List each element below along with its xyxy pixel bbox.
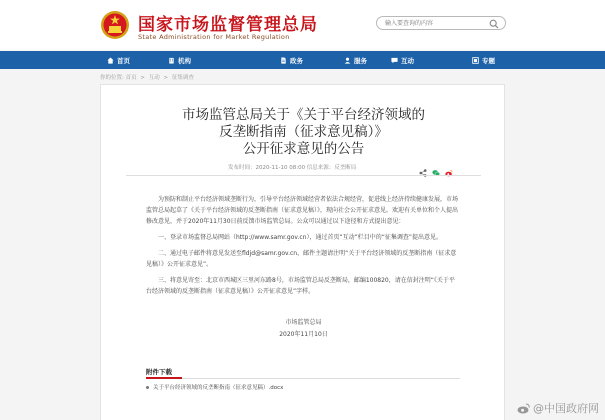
bullet-icon bbox=[146, 386, 149, 389]
breadcrumb-separator: > bbox=[140, 75, 145, 81]
weibo-icon[interactable] bbox=[445, 162, 453, 170]
nav-item-government-affairs[interactable] bbox=[280, 51, 303, 69]
site-title[interactable]: 国家市场监督管理总局 bbox=[138, 15, 318, 35]
article-body bbox=[146, 194, 460, 302]
attachment-filename[interactable]: 关于平台经济领域的反垄断指南（征求意见稿）.docx bbox=[153, 385, 284, 391]
title-divider bbox=[126, 175, 481, 176]
share-buttons bbox=[419, 162, 453, 170]
nav-item-home[interactable] bbox=[107, 51, 130, 69]
article-paragraph: 三、将意见寄至：北京市西城区三里河东路8号，市场监管总局反垄断局，邮编100820，请在信封注明“《关于平台经济领域的反垄断指南（征求意见稿）》公开征求意见”字样。 bbox=[146, 277, 455, 295]
watermark-text: @中国政府网 bbox=[533, 402, 599, 415]
article-paragraph: 一、登录市场监督总局网站（http://www.samr.gov.cn），通过首页“互动”栏目中的“征集调查”提出意见。 bbox=[158, 234, 442, 241]
title-line-3: 公开征求意见的公告 bbox=[242, 141, 365, 157]
search-input[interactable] bbox=[385, 18, 485, 28]
nav-label: 机构 bbox=[178, 56, 191, 65]
wechat-icon[interactable] bbox=[432, 162, 440, 170]
nav-item-services[interactable] bbox=[344, 51, 367, 69]
chat-icon bbox=[391, 57, 398, 64]
site-header bbox=[0, 0, 605, 50]
site-subtitle: State Administration for Market Regulation bbox=[138, 33, 290, 41]
article-card bbox=[100, 84, 505, 420]
nav-item-interaction[interactable] bbox=[391, 51, 414, 69]
watermark bbox=[517, 400, 599, 416]
title-line-1: 市场监管总局关于《关于平台经济领域的 bbox=[182, 107, 425, 123]
share-icon[interactable] bbox=[419, 162, 427, 170]
attachments-heading-underline bbox=[146, 377, 182, 379]
breadcrumb-survey[interactable]: 征集调查 bbox=[171, 75, 194, 81]
article-title bbox=[101, 107, 506, 158]
nav-item-topics[interactable] bbox=[472, 51, 495, 69]
search-icon[interactable] bbox=[489, 19, 499, 29]
article-meta: 发布时间：2020-11-10 08:00 信息来源：反垄断局 bbox=[228, 165, 357, 171]
nav-label: 专题 bbox=[482, 56, 495, 65]
breadcrumb-home[interactable]: 你的位置: 首页 bbox=[100, 75, 137, 81]
nav-item-institutions[interactable] bbox=[168, 51, 191, 69]
breadcrumb-separator: > bbox=[163, 75, 169, 81]
attachments-divider bbox=[146, 378, 460, 379]
main-nav bbox=[0, 51, 605, 69]
building-icon bbox=[168, 57, 175, 64]
attachments-heading: 附件下载 bbox=[146, 368, 172, 376]
nav-label: 互动 bbox=[401, 56, 414, 65]
article-date: 2020年11月10日 bbox=[279, 331, 328, 338]
home-icon bbox=[107, 57, 114, 64]
breadcrumb-interaction[interactable]: 互动 bbox=[148, 75, 160, 81]
nav-label: 政务 bbox=[290, 56, 303, 65]
nav-label: 服务 bbox=[354, 56, 367, 65]
document-icon bbox=[280, 57, 287, 64]
breadcrumb bbox=[100, 73, 194, 81]
weibo-logo-icon bbox=[517, 403, 530, 414]
article-paragraph: 为预防和制止平台经济领域垄断行为，引导平台经济领域经营者依法合规经营，促进线上经济持续健康发展，市场监管总局起草了《关于平台经济领域的反垄断指南（征求意见稿）》，现向社会公开征求意见。欢迎有关单位和个人提出修改意见，并于2020年11月30日前反馈市场监管总局。公众可以通过以下途径和方式提出意见： bbox=[146, 196, 459, 225]
topic-icon bbox=[472, 57, 479, 64]
nav-label: 首页 bbox=[117, 56, 130, 65]
article-paragraph: 二、通过电子邮件将意见发送至fldjd@samr.gov.cn，邮件主题请注明“关于平台经济领域的反垄断指南（征求意见稿）》公开征求意见”。 bbox=[146, 250, 457, 268]
service-icon bbox=[344, 57, 351, 64]
national-emblem-icon[interactable] bbox=[100, 10, 130, 40]
attachment-link[interactable] bbox=[146, 383, 283, 391]
article-signature: 市场监管总局 bbox=[285, 319, 322, 326]
title-line-2: 反垄断指南（征求意见稿）》 bbox=[219, 124, 388, 140]
search-box[interactable] bbox=[376, 16, 506, 30]
